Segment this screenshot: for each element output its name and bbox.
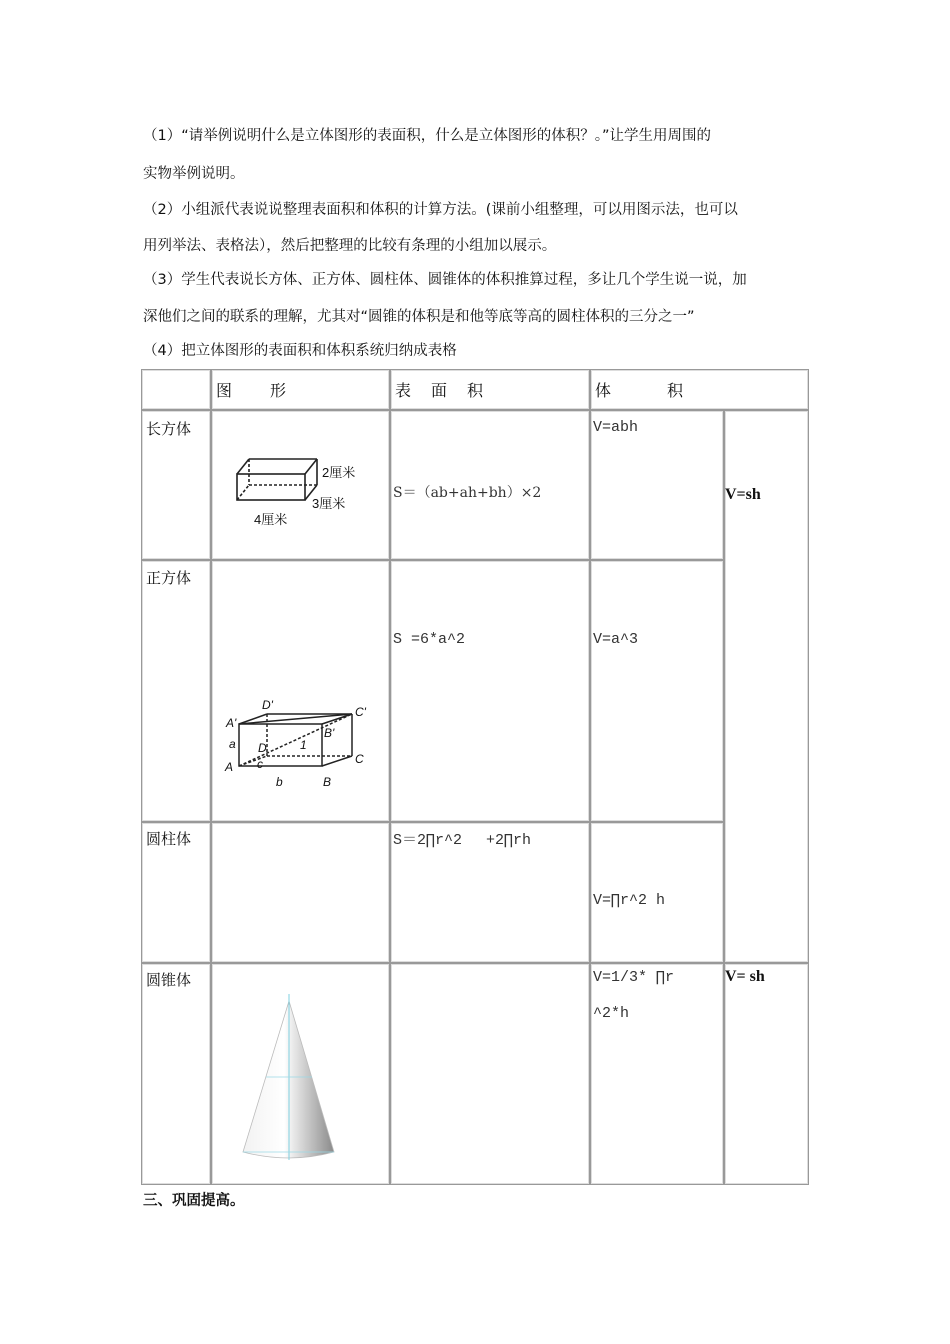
paragraph-3-line-1: （3）学生代表说长方体、正方体、圆柱体、圆锥体的体积推算过程，多让几个学生说一说，加 xyxy=(143,272,747,288)
header-empty-cell xyxy=(141,369,211,410)
cube-label-a-base: A xyxy=(225,760,234,774)
cube-label-b-base: B xyxy=(323,775,332,789)
row-cylinder-name-cell xyxy=(141,822,211,963)
row-cone-name-cell xyxy=(141,963,211,1185)
row-cylinder-volume-cell xyxy=(590,822,724,963)
header-figure-cell xyxy=(211,369,390,410)
row-cone-volume-cell xyxy=(590,963,724,1185)
header-volume: 体 积 xyxy=(595,381,686,400)
cube-label-d: D xyxy=(258,741,267,755)
cube-label-a-prime: A' xyxy=(226,716,237,730)
formula-table xyxy=(141,369,809,1185)
paragraph-1-line-1: （1）“请举例说明什么是立体图形的表面积，什么是立体图形的体积？。”让学生用周围的 xyxy=(143,128,711,144)
row-cuboid-area: S＝（ab+ah+bh）×2 xyxy=(393,485,542,501)
cuboid-label-width: 3厘米 xyxy=(312,496,346,511)
header-area-cell xyxy=(390,369,590,410)
section-heading: 三、巩固提高。 xyxy=(143,1193,245,1209)
cube-label-b: b xyxy=(276,775,283,789)
paragraph-4: （4）把立体图形的表面积和体积系统归纳成表格 xyxy=(143,343,457,359)
row-cuboid-name-cell xyxy=(141,410,211,560)
row-cone-area-cell xyxy=(390,963,590,1185)
row-cuboid-area-cell xyxy=(390,410,590,560)
cube-label-c-small: c xyxy=(257,757,263,771)
row-cube-figure-cell xyxy=(211,560,390,822)
cube-figure xyxy=(212,561,391,823)
row-cube-name: 正方体 xyxy=(146,569,192,587)
cube-label-c-prime: C' xyxy=(355,705,366,719)
row-cuboid-figure-cell xyxy=(211,410,390,560)
row-cone-figure-cell xyxy=(211,963,390,1185)
cube-label-c: C xyxy=(355,752,364,766)
cube-label-1: 1 xyxy=(300,738,307,752)
merged-formula-cell xyxy=(724,410,809,963)
cuboid-figure xyxy=(212,411,391,561)
header-volume-cell xyxy=(590,369,809,410)
cube-label-a: a xyxy=(229,737,236,751)
row-cuboid-volume-cell xyxy=(590,410,724,560)
cuboid-label-height: 2厘米 xyxy=(322,465,356,480)
row-cone-name: 圆锥体 xyxy=(146,971,192,989)
header-area: 表 面 积 xyxy=(395,381,486,400)
row-cube-name-cell xyxy=(141,560,211,822)
row-cone-formula-cell xyxy=(724,963,809,1185)
row-cube-area-cell xyxy=(390,560,590,822)
cube-label-d-prime: D' xyxy=(262,698,273,712)
row-cylinder-area: S＝2∏r^2 +2∏rh xyxy=(393,832,532,849)
paragraph-3-line-2: 深他们之间的联系的理解，尤其对“圆锥的体积是和他等底等高的圆柱体积的三分之一” xyxy=(143,309,695,325)
cone-figure xyxy=(212,964,391,1186)
merged-formula: V=sh xyxy=(725,486,761,503)
row-cuboid-volume: V=abh xyxy=(593,419,639,436)
row-cylinder-area-cell xyxy=(390,822,590,963)
row-cone-volume-line-2: ^2*h xyxy=(593,1005,630,1022)
row-cube-area: S =6*a^2 xyxy=(393,631,466,648)
paragraph-1-line-2: 实物举例说明。 xyxy=(143,166,245,182)
row-cuboid-name: 长方体 xyxy=(146,420,192,438)
row-cone-formula: V= sh xyxy=(725,968,765,985)
cube-label-b-prime: B' xyxy=(324,726,335,740)
paragraph-2-line-1: （2）小组派代表说说整理表面积和体积的计算方法。(课前小组整理，可以用图示法，也可以 xyxy=(143,202,738,218)
row-cube-volume-cell xyxy=(590,560,724,822)
row-cylinder-name: 圆柱体 xyxy=(146,830,192,848)
row-cylinder-figure-cell xyxy=(211,822,390,963)
cuboid-label-length: 4厘米 xyxy=(254,512,288,527)
header-figure: 图 形 xyxy=(216,381,289,400)
row-cube-volume: V=a^3 xyxy=(593,631,639,648)
paragraph-2-line-2: 用列举法、表格法），然后把整理的比较有条理的小组加以展示。 xyxy=(143,238,557,254)
row-cone-volume-line-1: V=1/3* ∏r xyxy=(593,969,675,986)
row-cylinder-volume: V=∏r^2 h xyxy=(593,892,666,909)
